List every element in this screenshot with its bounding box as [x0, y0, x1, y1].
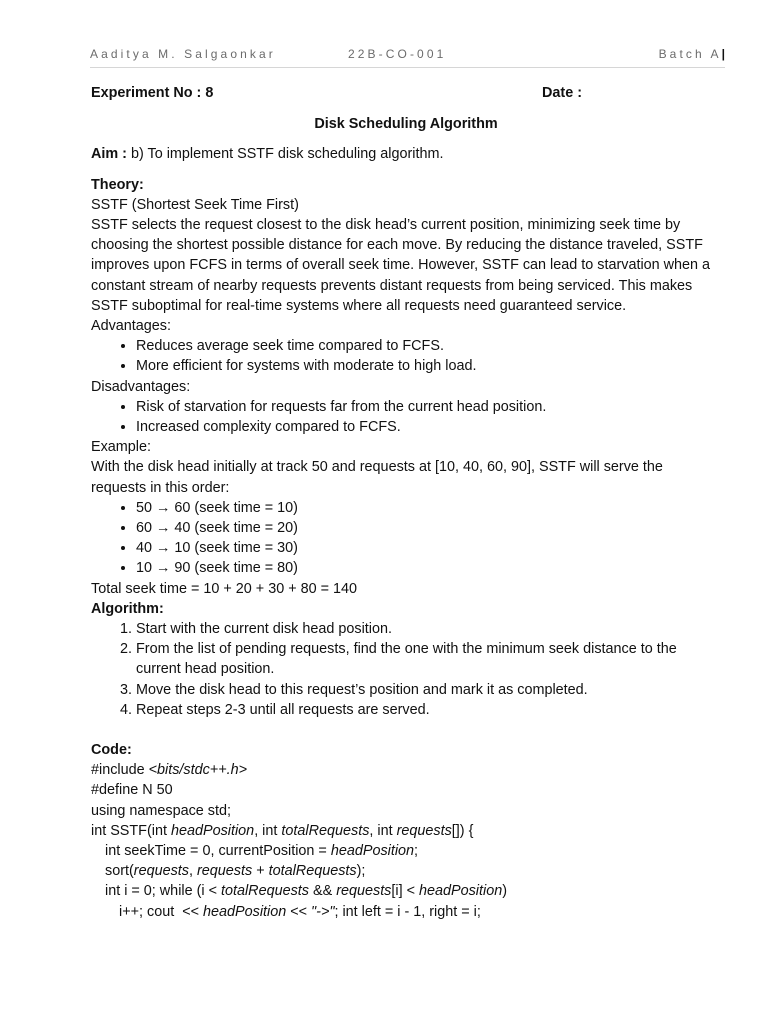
example-steps-list	[91, 498, 721, 579]
list-item: • 40 → 10 (seek time = 30)	[136, 538, 721, 558]
list-item: • Reduces average seek time compared to FCFS.	[136, 336, 721, 356]
list-item: • Increased complexity compared to FCFS.	[136, 417, 721, 437]
list-item: 1. Start with the current disk head position.	[136, 619, 721, 639]
theory-heading: Theory:	[91, 176, 144, 193]
disadvantages-list	[91, 397, 721, 437]
example-text: With the disk head initially at track 50 and requests at [10, 40, 60, 90], SSTF will serve the requests in this order:	[91, 459, 663, 496]
header-roll-number: 22B-CO-001	[348, 47, 447, 61]
advantages-list	[91, 336, 721, 376]
header-batch	[659, 47, 725, 61]
theory-subtitle: SSTF (Shortest Seek Time First)	[91, 196, 299, 213]
page-header	[90, 47, 725, 68]
document-title: Disk Scheduling Algorithm	[314, 116, 498, 133]
aim-row	[91, 144, 721, 164]
date-label: Date :	[542, 85, 582, 101]
experiment-row	[91, 83, 721, 103]
code-line: sort(requests, requests + totalRequests);	[105, 863, 366, 880]
example-label: Example:	[91, 439, 151, 456]
total-seek-time: Total seek time = 10 + 20 + 30 + 80 = 140	[91, 580, 358, 597]
theory-paragraph: SSTF selects the request closest to the disk head’s current position, minimizing seek time by choosing the shortest possible distance for each move. By reducing the distance traveled, SSTF improves upon FCFS in terms of overall seek time. However, SSTF can lead to starvation when a constant stream of nearby requests prevents distant requests from being serviced. This makes SSTF suboptimal for real-time systems where all requests need guaranteed service.	[91, 216, 711, 314]
list-item: 2. From the list of pending requests, find the one with the minimum seek distance to the current head position.	[136, 639, 721, 679]
header-batch-text: Batch A	[658, 47, 722, 61]
aim-label: Aim :	[91, 146, 127, 163]
list-item: 4. Repeat steps 2-3 until all requests are served.	[136, 700, 721, 720]
code-block	[91, 760, 721, 922]
disadvantages-label: Disadvantages:	[91, 378, 191, 395]
code-line: int i = 0; while (i < totalRequests && requests[i] < headPosition)	[105, 883, 508, 900]
code-line: int seekTime = 0, currentPosition = headPosition;	[105, 843, 419, 860]
list-item: • More efficient for systems with moderate to high load.	[136, 356, 721, 376]
code-line: #include <bits/stdc++.h>	[91, 762, 248, 779]
list-item: • 50 → 60 (seek time = 10)	[136, 498, 721, 518]
code-heading: Code:	[91, 742, 132, 759]
code-line: int SSTF(int headPosition, int totalRequests, int requests[]) {	[91, 822, 474, 839]
code-line: #define N 50	[91, 782, 173, 799]
code-line: using namespace std;	[91, 802, 231, 819]
list-item: • 10 → 90 (seek time = 80)	[136, 558, 721, 578]
aim-text: b) To implement SSTF disk scheduling algorithm.	[126, 146, 444, 163]
list-item: • 60 → 40 (seek time = 20)	[136, 518, 721, 538]
algorithm-heading: Algorithm:	[91, 600, 164, 617]
advantages-label: Advantages:	[91, 317, 172, 334]
code-line: i++; cout << headPosition << "->"; int left = i - 1, right = i;	[119, 903, 481, 920]
text-cursor: |	[721, 47, 725, 61]
list-item: • Risk of starvation for requests far from the current head position.	[136, 397, 721, 417]
experiment-number: Experiment No : 8	[91, 85, 214, 101]
algorithm-steps-list	[91, 619, 721, 720]
document-body	[91, 83, 721, 922]
list-item: 3. Move the disk head to this request’s position and mark it as completed.	[136, 680, 721, 700]
header-student-name: Aaditya M. Salgaonkar	[90, 47, 276, 61]
